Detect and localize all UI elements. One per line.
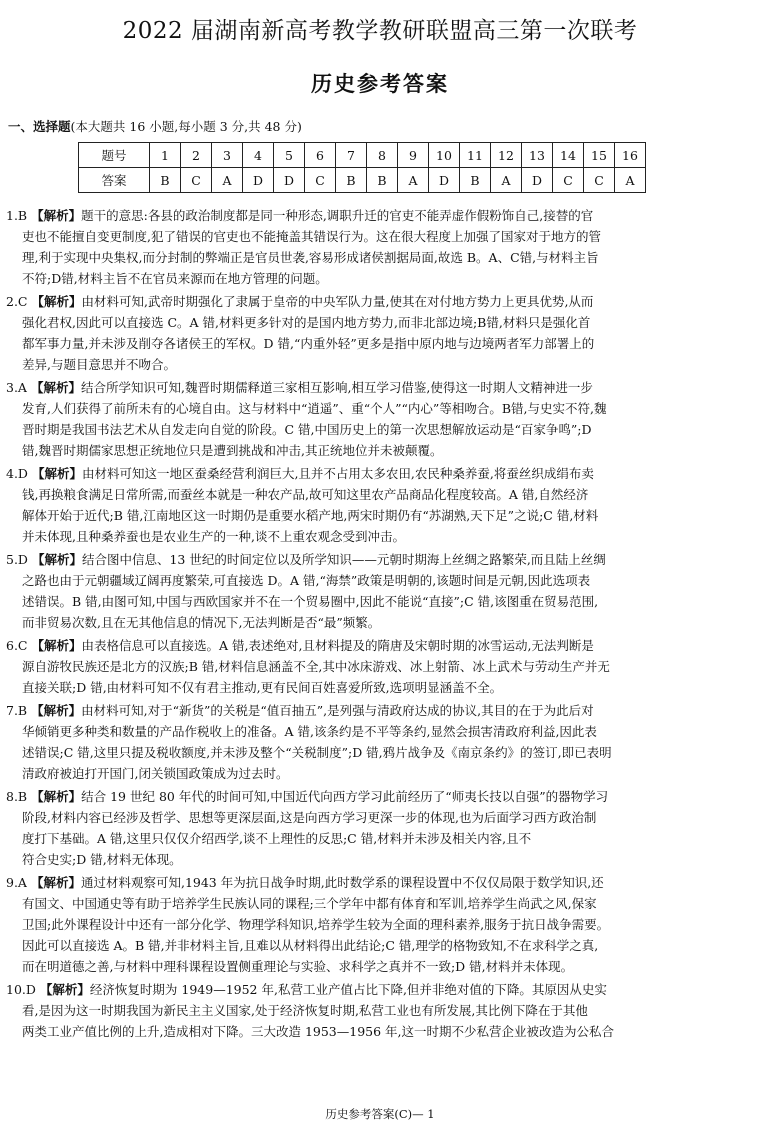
item-text-line: 结合所学知识可知,魏晋时期儒释道三家相互影响,相互学习借鉴,使得这一时期人文精神进一步 (80, 380, 593, 395)
item-text-line: 由材料可知,对于“新货”的关税是“值百抽五”,是列强与清政府达成的协议,其目的在于为此后对 (81, 703, 594, 718)
analysis-tag: 【解析】 (31, 208, 82, 223)
explanation-item (6, 205, 748, 289)
item-text-line: 看,是因为这一时期我国为新民主主义国家,处于经济恢复时期,私营工业也有所发展,其比例下降在于其他 (22, 1003, 588, 1018)
answer-table (78, 142, 646, 193)
answer-cell: C (584, 168, 615, 193)
item-text-line: 述错误;C 错,这里只提及税收额度,并未涉及整个“关税制度”;D 错,鸦片战争及《南京条约》的签订,即已表明 (22, 745, 612, 760)
question-number: 2 (181, 143, 212, 168)
item-text-line: 强化君权,因此可以直接选 C。A 错,材料更多针对的是国内地方势力,而非北部边境;B错,材料只是强化首 (22, 315, 591, 330)
item-text-line: 题干的意思:各县的政治制度都是同一种形态,调职升迁的官吏不能弄虚作假粉饰自己,接替的官 (81, 208, 594, 223)
item-text-line: 之路也由于元朝疆域辽阔再度繁荣,可直接选 D。A 错,“海禁”政策是明朝的,该题时间是元朝,因此选项表 (22, 573, 591, 588)
question-number: 3 (212, 143, 243, 168)
question-number: 11 (460, 143, 491, 168)
answer-cell: B (336, 168, 367, 193)
item-text-line: 度打下基础。A 错,这里只仅仅介绍西学,谈不上理性的反思;C 错,材料并未涉及相关内容,且不 (22, 831, 532, 846)
answer-cell: B (460, 168, 491, 193)
item-text-line: 华倾销更多种类和数量的产品作税收上的准备。A 错,该条约是不平等条约,显然会损害清政府利益,因此表 (22, 724, 597, 739)
question-number: 16 (615, 143, 646, 168)
section-label: 一、选择题 (8, 119, 71, 134)
item-text-line: 解体开始于近代;B 错,江南地区这一时期仍是重要水稻产地,两宋时期仍有“苏湖熟,天下足”之说;C 错,材料 (22, 508, 599, 523)
item-text-line: 都军事力量,并未涉及削夺各诸侯王的军权。D 错,“内重外轻”更多是指中原内地与边境两者军力部署上的 (22, 336, 595, 351)
item-answer: 1.B (6, 208, 28, 223)
answer-cell: D (429, 168, 460, 193)
item-text-line: 而在明道德之善,与材料中理科课程设置侧重理论与实验、求科学之真并不一致;D 错,材料并未体现。 (22, 959, 574, 974)
analysis-tag: 【解析】 (31, 466, 82, 481)
explanation-item (6, 549, 748, 633)
answer-cell: C (305, 168, 336, 193)
item-text-line: 差异,与题目意思并不吻合。 (22, 357, 176, 372)
question-number: 8 (367, 143, 398, 168)
section-heading (8, 117, 302, 135)
question-number: 10 (429, 143, 460, 168)
item-text-line: 发育,人们获得了前所未有的心境自由。这与材料中“逍遥”、重“个人”“内心”等相吻合。B错,与史实不符,魏 (22, 401, 607, 416)
item-text-line: 而非贸易次数,且在无其他信息的情况下,无法判断是否“最”频繁。 (22, 615, 381, 630)
question-number: 5 (274, 143, 305, 168)
question-number: 13 (522, 143, 553, 168)
analysis-tag: 【解析】 (39, 982, 90, 997)
item-text-line: 有国文、中国通史等有助于培养学生民族认同的课程;三个学年中都有体育和军训,培养学生尚武之风,保家 (22, 896, 597, 911)
question-number: 14 (553, 143, 584, 168)
answer-cell: A (398, 168, 429, 193)
item-text-line: 由材料可知这一地区蚕桑经营利润巨大,且并不占用太多农田,农民种桑养蚕,将蚕丝织成绢布卖 (81, 466, 594, 481)
analysis-tag: 【解析】 (31, 294, 82, 309)
analysis-tag: 【解析】 (30, 875, 81, 890)
question-number: 1 (150, 143, 181, 168)
analysis-tag: 【解析】 (31, 638, 82, 653)
question-number: 4 (243, 143, 274, 168)
item-text-line: 结合 19 世纪 80 年代的时间可知,中国近代向西方学习此前经历了“师夷长技以自强”的器物学习 (81, 789, 609, 804)
explanation-list (6, 205, 748, 1044)
row-label-answer: 答案 (79, 168, 150, 193)
question-number: 9 (398, 143, 429, 168)
item-text-line: 直接关联;D 错,由材料可知不仅有君主推动,更有民间百姓喜爱所致,选项明显涵盖不全。 (22, 680, 503, 695)
answer-cell: B (367, 168, 398, 193)
item-text-line: 吏也不能擅自变更制度,犯了错误的官吏也不能掩盖其错误行为。这在很大程度上加强了国家对于地方的管 (22, 229, 601, 244)
item-text-line: 晋时期是我国书法艺术从自发走向自觉的阶段。C 错,中国历史上的第一次思想解放运动是“百家争鸣”;D (22, 422, 592, 437)
question-number: 15 (584, 143, 615, 168)
answer-cell: B (150, 168, 181, 193)
answer-cell: A (212, 168, 243, 193)
item-answer: 4.D (6, 466, 28, 481)
item-text-line: 源自游牧民族还是北方的汉族;B 错,材料信息涵盖不全,其中冰床游戏、冰上射箭、冰上武术与劳动生产并无 (22, 659, 610, 674)
item-text-line: 错,魏晋时期儒家思想正统地位只是遭到挑战和冲击,其正统地位并未被颠覆。 (22, 443, 443, 458)
document-subtitle: 历史参考答案 (311, 71, 449, 96)
analysis-tag: 【解析】 (31, 552, 82, 567)
answer-row (79, 168, 646, 193)
page-title: 2022 届湖南新高考教学教研联盟高三第一次联考 (122, 18, 638, 44)
item-answer: 8.B (6, 789, 28, 804)
item-text-line: 由表格信息可以直接选。A 错,表述绝对,且材料提及的隋唐及宋朝时期的冰雪运动,无法判断是 (81, 638, 594, 653)
item-text-line: 由材料可知,武帝时期强化了隶属于皇帝的中央军队力量,使其在对付地方势力上更具优势,从而 (81, 294, 594, 309)
item-text-line: 因此可以直接选 A。B 错,并非材料主旨,且难以从材料得出此结论;C 错,理学的格物致知,不在求科学之真, (22, 938, 599, 953)
item-text-line: 并未体现,且种桑养蚕也是农业生产的一种,谈不上重农观念受到冲击。 (22, 529, 405, 544)
answer-cell: D (522, 168, 553, 193)
explanation-item (6, 377, 748, 461)
explanation-item (6, 291, 748, 375)
item-answer: 2.C (6, 294, 28, 309)
item-answer: 10.D (6, 982, 36, 997)
explanation-item (6, 700, 748, 784)
item-text-line: 钱,再换粮食满足日常所需,而蚕丝本就是一种农产品,故可知这里农产品商品化程度较高。A 错,自然经济 (22, 487, 589, 502)
answer-cell: D (243, 168, 274, 193)
analysis-tag: 【解析】 (31, 789, 82, 804)
section-note: (本大题共 16 小题,每小题 3 分,共 48 分) (70, 119, 302, 134)
item-answer: 6.C (6, 638, 28, 653)
question-number: 6 (305, 143, 336, 168)
answer-cell: C (181, 168, 212, 193)
item-answer: 9.A (6, 875, 27, 890)
question-number: 7 (336, 143, 367, 168)
item-text-line: 通过材料观察可知,1943 年为抗日战争时期,此时数学系的课程设置中不仅仅局限于数学知识,还 (80, 875, 604, 890)
answer-cell: A (615, 168, 646, 193)
question-number: 12 (491, 143, 522, 168)
analysis-tag: 【解析】 (30, 380, 81, 395)
item-text-line: 两类工业产值比例的上升,造成相对下降。三大改造 1953—1956 年,这一时期不少私营企业被改造为公私合 (22, 1024, 615, 1039)
answer-cell: A (491, 168, 522, 193)
explanation-item (6, 786, 748, 870)
item-text-line: 述错误。B 错,由图可知,中国与西欧国家并不在一个贸易圈中,因此不能说“直接”;C 错,该图重在贸易范围, (22, 594, 599, 609)
explanation-item (6, 635, 748, 698)
item-text-line: 结合图中信息、13 世纪的时间定位以及所学知识——元朝时期海上丝绸之路繁荣,而且陆上丝绸 (81, 552, 606, 567)
item-text-line: 经济恢复时期为 1949—1952 年,私营工业产值占比下降,但并非绝对值的下降。其原因从史实 (89, 982, 607, 997)
explanation-item (6, 463, 748, 547)
item-text-line: 卫国;此外课程设计中还有一部分化学、物理学科知识,培养学生较为全面的理科素养,服务于抗日战争需要。 (22, 917, 610, 932)
analysis-tag: 【解析】 (31, 703, 82, 718)
item-answer: 5.D (6, 552, 28, 567)
question-number-row (79, 143, 646, 168)
item-text-line: 清政府被迫打开国门,闭关锁国政策成为过去时。 (22, 766, 289, 781)
item-text-line: 理,利于实现中央集权,而分封制的弊端正是官员世袭,容易形成诸侯割据局面,故选 B。A、C错,与材料主旨 (22, 250, 599, 265)
answer-cell: D (274, 168, 305, 193)
page-footer: 历史参考答案(C)— 1 (325, 1107, 435, 1121)
item-answer: 7.B (6, 703, 28, 718)
item-text-line: 阶段,材料内容已经涉及哲学、思想等更深层面,这是向西方学习更深一步的体现,也为后面学习西方政治制 (22, 810, 597, 825)
answer-cell: C (553, 168, 584, 193)
item-answer: 3.A (6, 380, 27, 395)
explanation-item (6, 872, 748, 977)
row-label-number: 题号 (79, 143, 150, 168)
item-text-line: 符合史实;D 错,材料无体现。 (22, 852, 182, 867)
explanation-item (6, 979, 748, 1042)
item-text-line: 不符;D错,材料主旨不在官员来源而在地方管理的问题。 (22, 271, 328, 286)
